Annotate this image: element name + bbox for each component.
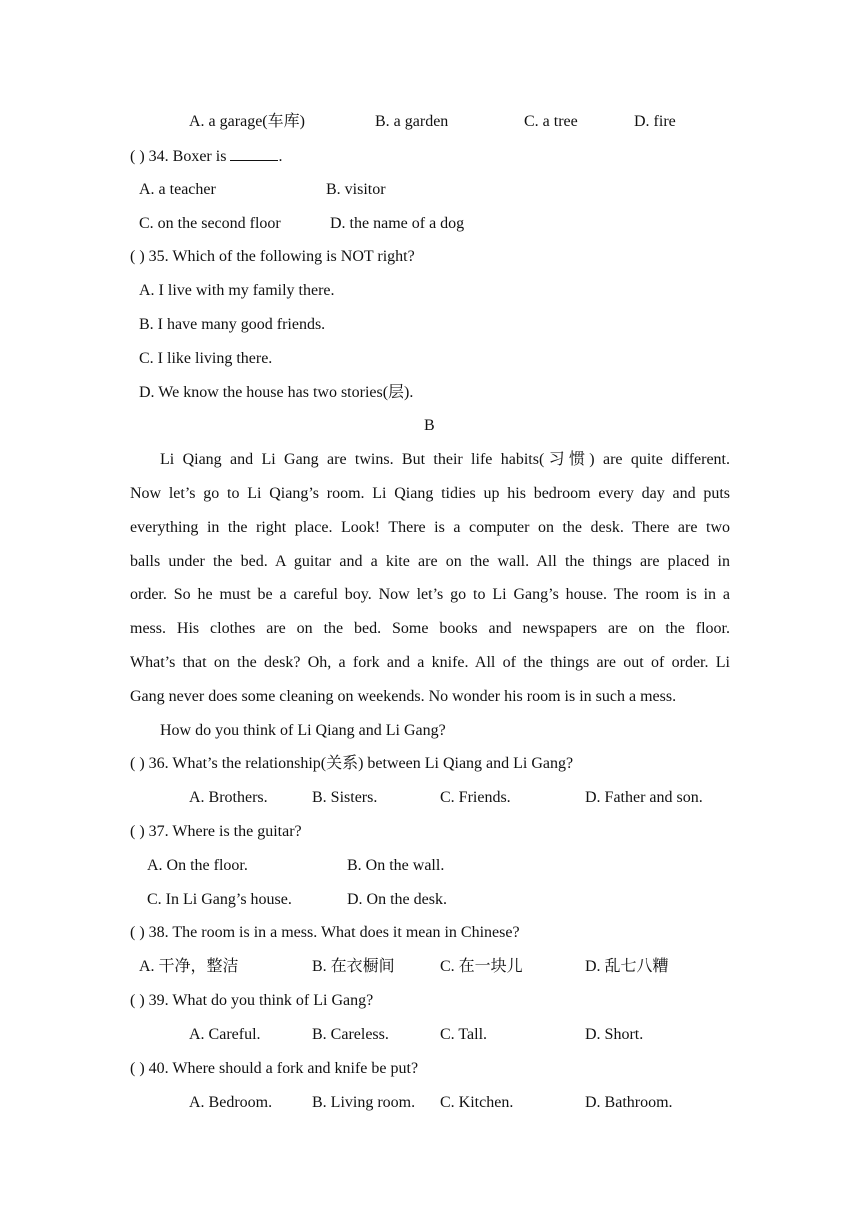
q35-option-a: A. I live with my family there. (139, 282, 335, 299)
q40-option-b: B. Living room. (312, 1094, 416, 1111)
q38-option-b: B. 在衣橱间 (312, 958, 395, 975)
q38-option-a: A. 干净，整洁 (139, 958, 239, 975)
passage-line: What’s that on the desk? Oh, a fork and a knife. All of the things are out of order. Li (130, 654, 730, 671)
q34-option-b: B. visitor (326, 181, 386, 198)
q37-option-d: D. On the desk. (347, 891, 447, 908)
q39-option-a: A. Careful. (189, 1026, 261, 1043)
q40-option-a: A. Bedroom. (189, 1094, 273, 1111)
q37-option-a: A. On the floor. (147, 857, 248, 874)
passage-line: Li Qiang and Li Gang are twins. But their life habits(习惯) are quite different. (160, 451, 730, 468)
q39-option-c: C. Tall. (440, 1026, 488, 1043)
q35-option-c: C. I like living there. (139, 350, 273, 367)
q35-question: ( ) 35. Which of the following is NOT right? (130, 248, 415, 265)
q37-question: ( ) 37. Where is the guitar? (130, 823, 302, 840)
q36-option-c: C. Friends. (440, 789, 511, 806)
q36-option-b: B. Sisters. (312, 789, 378, 806)
q34-option-a: A. a teacher (139, 181, 216, 198)
q38-question: ( ) 38. The room is in a mess. What does it mean in Chinese? (130, 924, 520, 941)
q39-option-b: B. Careless. (312, 1026, 389, 1043)
q36-option-a: A. Brothers. (189, 789, 268, 806)
q38-option-c: C. 在一块儿 (440, 958, 523, 975)
q37-option-b: B. On the wall. (347, 857, 445, 874)
q40-question: ( ) 40. Where should a fork and knife be put? (130, 1060, 419, 1077)
q34-option-d: D. the name of a dog (330, 215, 465, 232)
q33-option-c: C. a tree (524, 113, 578, 130)
q34-prefix: ( ) 34. Boxer is (130, 148, 231, 165)
q33-option-a: A. a garage(车库) (189, 113, 305, 130)
q35-option-d: D. We know the house has two stories(层). (139, 384, 414, 401)
q39-question: ( ) 39. What do you think of Li Gang? (130, 992, 374, 1009)
q36-question: ( ) 36. What’s the relationship(关系) between Li Qiang and Li Gang? (130, 755, 574, 772)
section-heading: B (424, 417, 435, 434)
q34-option-c: C. on the second floor (139, 215, 281, 232)
q33-option-b: B. a garden (375, 113, 449, 130)
passage-line: Now let’s go to Li Qiang’s room. Li Qiang tidies up his bedroom every day and puts (130, 485, 730, 502)
passage-line: balls under the bed. A guitar and a kite are on the wall. All the things are placed in (130, 553, 730, 570)
q40-option-d: D. Bathroom. (585, 1094, 673, 1111)
q40-option-c: C. Kitchen. (440, 1094, 514, 1111)
passage-line: mess. His clothes are on the bed. Some books and newspapers are on the floor. (130, 620, 730, 637)
passage-line: order. So he must be a careful boy. Now let’s go to Li Gang’s house. The room is in a (130, 586, 730, 603)
passage-line: everything in the right place. Look! There is a computer on the desk. There are two (130, 519, 730, 536)
q37-option-c: C. In Li Gang’s house. (147, 891, 292, 908)
answer-blank (230, 146, 278, 161)
passage-closing: How do you think of Li Qiang and Li Gang? (160, 722, 446, 739)
passage-line: Gang never does some cleaning on weekends. No wonder his room is in such a mess. (130, 688, 677, 705)
q39-option-d: D. Short. (585, 1026, 644, 1043)
q33-option-d: D. fire (634, 113, 676, 130)
q36-option-d: D. Father and son. (585, 789, 703, 806)
q38-option-d: D. 乱七八糟 (585, 958, 669, 975)
q34-suffix: . (278, 148, 283, 165)
q34-question (130, 146, 282, 167)
q35-option-b: B. I have many good friends. (139, 316, 326, 333)
